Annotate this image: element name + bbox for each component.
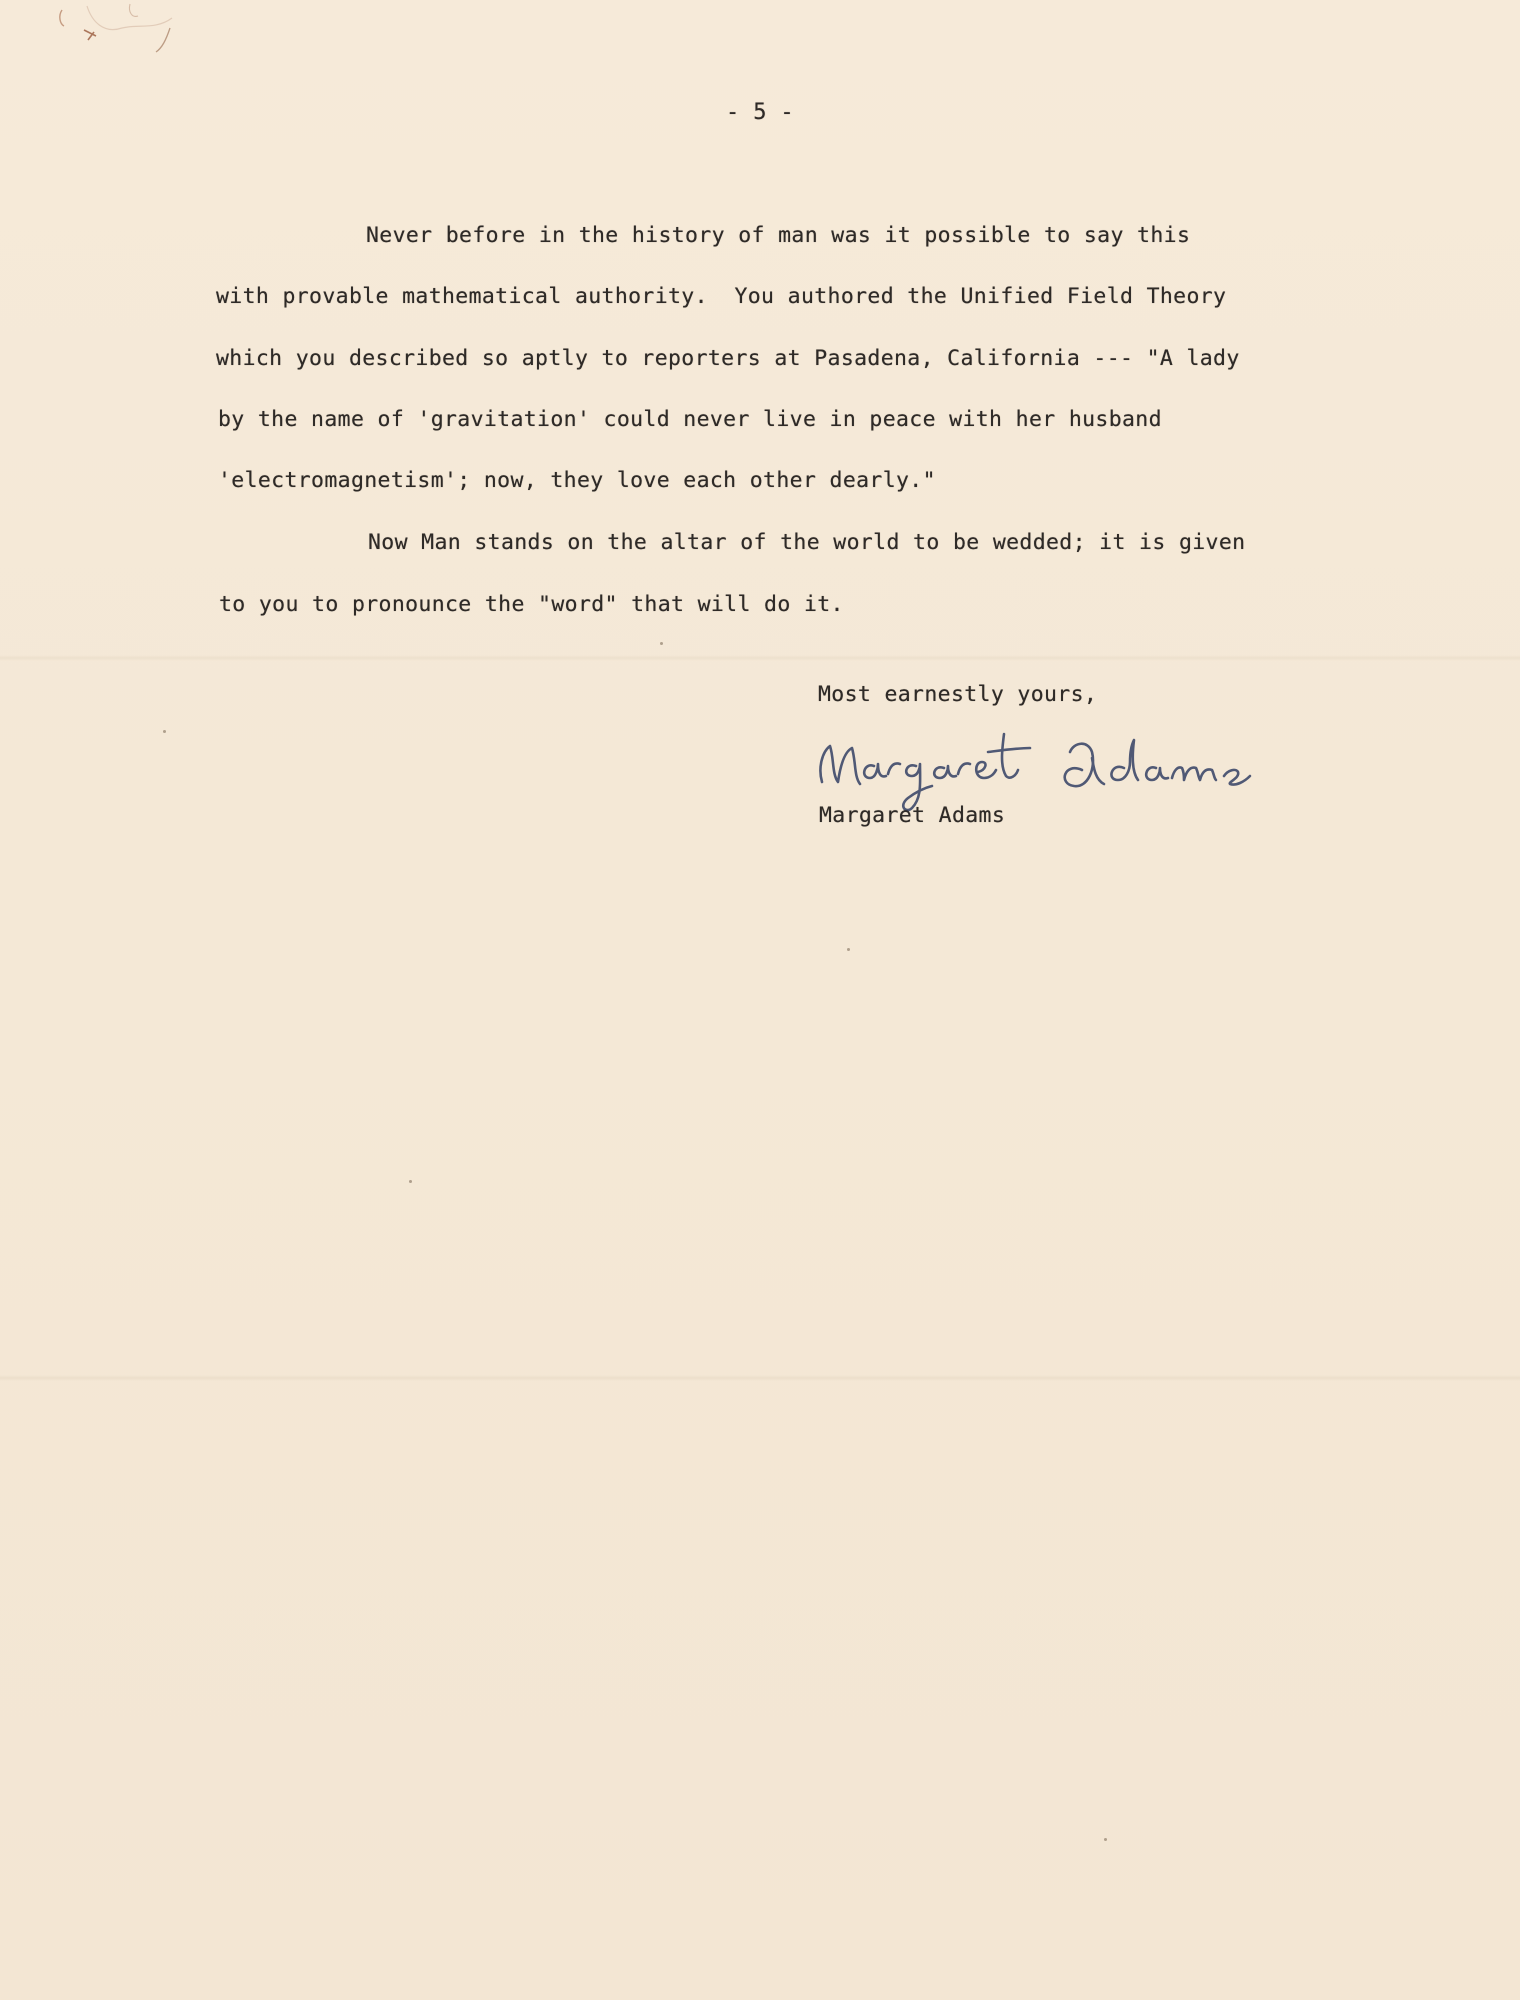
paper-speck xyxy=(660,642,663,645)
paragraph-1-line-1: Never before in the history of man was it possible to say this xyxy=(366,223,1191,248)
paragraph-2-line-2: to you to pronounce the "word" that will do it. xyxy=(219,592,844,617)
handwritten-signature xyxy=(812,722,1258,812)
paper-fold-line xyxy=(0,655,1520,661)
paragraph-1-line-2: with provable mathematical authority. You authored the Unified Field Theory xyxy=(216,284,1227,309)
paragraph-1-line-3: which you described so aptly to reporters at Pasadena, California --- "A lady xyxy=(216,346,1240,371)
paragraph-2-line-1: Now Man stands on the altar of the world to be wedded; it is given xyxy=(368,530,1246,555)
paragraph-1-line-4: by the name of 'gravitation' could never live in peace with her husband xyxy=(218,407,1162,432)
paper-speck xyxy=(1104,1838,1107,1841)
paragraph-1-line-5: 'electromagnetism'; now, they love each other dearly." xyxy=(218,468,936,493)
paper-speck xyxy=(163,730,166,733)
paper-speck xyxy=(409,1180,412,1183)
signer-name: Margaret Adams xyxy=(819,803,1006,828)
page-number: - 5 - xyxy=(726,100,794,125)
closing-line: Most earnestly yours, xyxy=(818,682,1098,707)
corner-ink-mark xyxy=(52,0,187,65)
paper-fold-line xyxy=(0,1375,1520,1381)
paper-speck xyxy=(847,948,850,951)
